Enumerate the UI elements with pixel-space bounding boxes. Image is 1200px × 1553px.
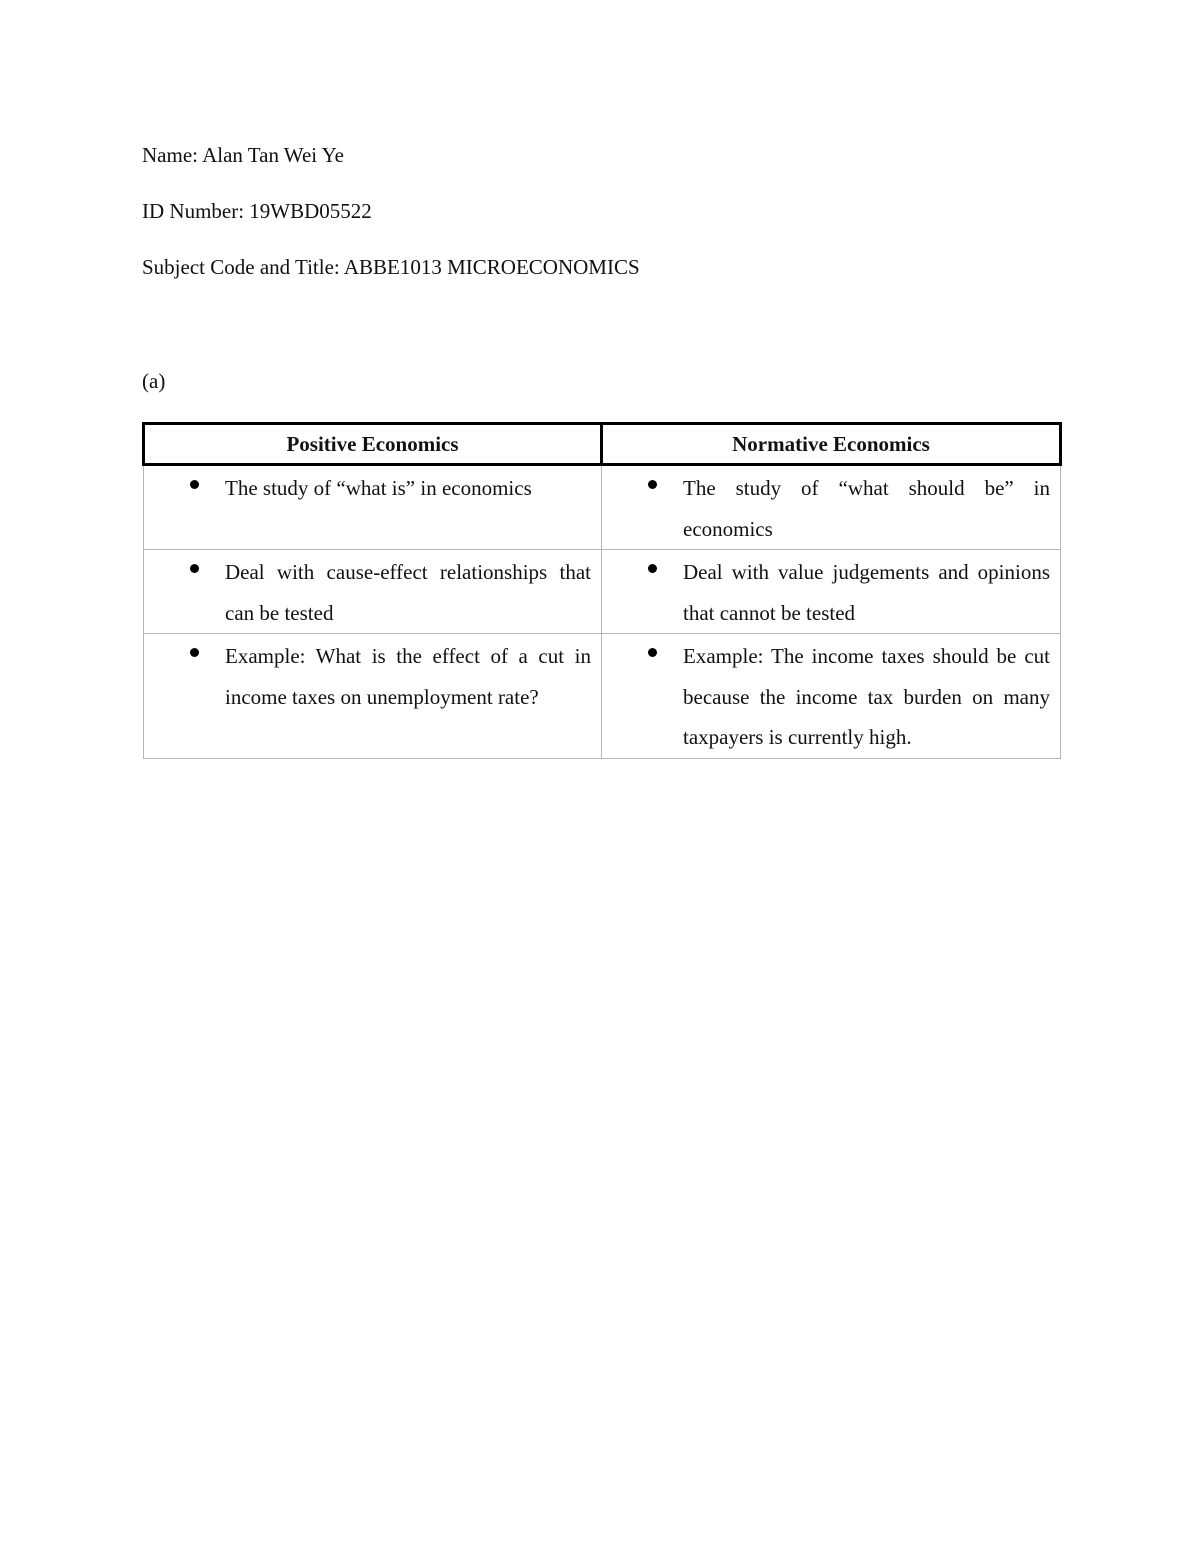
normative-point: Deal with value judgements and opinions that cannot be tested <box>683 560 1050 625</box>
bullet-icon <box>190 480 199 489</box>
table-row <box>144 634 1061 759</box>
normative-cell <box>602 634 1061 759</box>
question-part-label: (a) <box>142 369 166 393</box>
table-header-row <box>144 424 1061 465</box>
economics-comparison-table <box>142 422 1062 759</box>
positive-cell <box>144 465 602 550</box>
normative-cell <box>602 465 1061 550</box>
positive-point: The study of “what is” in economics <box>225 476 532 500</box>
bullet-icon <box>648 564 657 573</box>
bullet-icon <box>190 648 199 657</box>
normative-point: The study of “what should be” in economics <box>683 476 1050 541</box>
student-name: Name: Alan Tan Wei Ye <box>142 143 344 167</box>
positive-point: Deal with cause-effect relationships that can be tested <box>225 560 591 625</box>
positive-cell <box>144 550 602 634</box>
bullet-icon <box>648 480 657 489</box>
positive-economics-header: Positive Economics <box>144 424 602 465</box>
student-id-number: ID Number: 19WBD05522 <box>142 199 372 223</box>
bullet-icon <box>648 648 657 657</box>
normative-cell <box>602 550 1061 634</box>
normative-example: Example: The income taxes should be cut because the income tax burden on many taxpayers is currently high. <box>683 644 1050 749</box>
positive-example: Example: What is the effect of a cut in income taxes on unemployment rate? <box>225 644 591 709</box>
bullet-icon <box>190 564 199 573</box>
positive-cell <box>144 634 602 759</box>
normative-economics-header: Normative Economics <box>602 424 1061 465</box>
table-row <box>144 465 1061 550</box>
subject-code-title: Subject Code and Title: ABBE1013 MICROECONOMICS <box>142 255 640 279</box>
table-row <box>144 550 1061 634</box>
